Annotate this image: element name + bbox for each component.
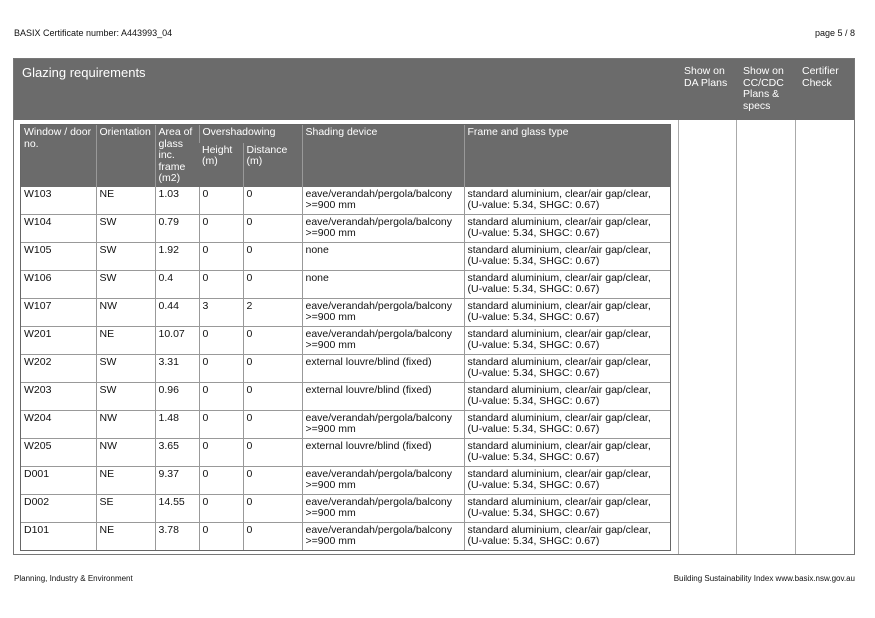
height-cell: 3 [199,298,243,326]
shading-cell: eave/verandah/pergola/balcony >=900 mm [302,466,464,494]
footer-website: Building Sustainability Index www.basix.nsw.gov.au [673,574,855,583]
table-row [21,270,670,298]
window-id-cell: W103 [24,187,52,200]
orientation-cell: NW [96,298,155,326]
area-cell: 9.37 [155,466,199,494]
table-row [21,214,670,242]
height-cell: 0 [199,522,243,550]
glazing-table-container [20,124,671,551]
distance-cell: 0 [243,410,302,438]
area-cell: 3.78 [155,522,199,550]
column-divider [736,59,737,554]
section-title: Glazing requirements [22,65,146,80]
frame-glass-cell: standard aluminium, clear/air gap/clear, (U-value: 5.34, SHGC: 0.67) [464,242,670,270]
area-header: Area of glass inc. frame (m2) [155,125,199,187]
area-cell: 1.48 [155,410,199,438]
orientation-cell: SW [96,382,155,410]
height-cell: 0 [199,242,243,270]
table-row [21,522,670,550]
distance-cell: 0 [243,270,302,298]
orientation-cell: NW [96,410,155,438]
glazing-section [13,58,855,555]
area-cell: 0.79 [155,214,199,242]
window-id-cell: W205 [21,438,96,466]
glazing-table [21,125,670,550]
table-row [21,326,670,354]
table-row [21,242,670,270]
shading-cell: eave/verandah/pergola/balcony >=900 mm [302,410,464,438]
window-id-cell: D001 [21,466,96,494]
distance-cell: 0 [243,354,302,382]
height-cell: 0 [199,438,243,466]
window-door-header: Window / door no. [21,125,96,187]
height-header: Height (m) [199,143,243,187]
window-id-cell: W203 [21,382,96,410]
shading-cell: eave/verandah/pergola/balcony >=900 mm [302,298,464,326]
orientation-cell: SW [96,242,155,270]
distance-cell: 0 [243,242,302,270]
footer-department: Planning, Industry & Environment [14,574,133,583]
shading-cell: external louvre/blind (fixed) [302,354,464,382]
distance-header: Distance (m) [243,143,302,187]
frame-glass-cell: standard aluminium, clear/air gap/clear, (U-value: 5.34, SHGC: 0.67) [464,326,670,354]
table-row [21,494,670,522]
height-cell: 0 [199,270,243,298]
area-cell: 10.07 [155,326,199,354]
height-cell: 0 [199,187,243,215]
orientation-cell: NE [96,326,155,354]
overshadowing-header: Overshadowing [199,125,302,143]
distance-cell: 0 [243,382,302,410]
height-cell: 0 [199,410,243,438]
certifier-check-header: Certifier Check [802,65,839,89]
distance-cell: 0 [243,438,302,466]
height-cell: 0 [199,214,243,242]
frame-glass-cell: standard aluminium, clear/air gap/clear, (U-value: 5.34, SHGC: 0.67) [464,270,670,298]
frame-glass-cell: standard aluminium, clear/air gap/clear, (U-value: 5.34, SHGC: 0.67) [464,298,670,326]
distance-cell: 0 [243,187,302,215]
distance-cell: 0 [243,522,302,550]
window-id-cell: W201 [21,326,96,354]
column-divider [678,59,679,554]
shading-device-header: Shading device [302,125,464,187]
shading-cell: eave/verandah/pergola/balcony >=900 mm [302,522,464,550]
orientation-cell: SW [96,354,155,382]
height-cell: 0 [199,466,243,494]
page-number: page 5 / 8 [814,28,855,38]
table-row [21,354,670,382]
frame-glass-header: Frame and glass type [464,125,670,187]
shading-cell: eave/verandah/pergola/balcony >=900 mm [302,326,464,354]
orientation-cell: NE [96,522,155,550]
orientation-cell: NE [96,466,155,494]
orientation-header: Orientation [96,125,155,187]
orientation-cell: SW [96,214,155,242]
frame-glass-cell: standard aluminium, clear/air gap/clear, (U-value: 5.34, SHGC: 0.67) [464,382,670,410]
shading-cell: none [302,242,464,270]
frame-glass-cell: standard aluminium, clear/air gap/clear, (U-value: 5.34, SHGC: 0.67) [464,494,670,522]
frame-glass-cell: standard aluminium, clear/air gap/clear, (U-value: 5.34, SHGC: 0.67) [464,466,670,494]
area-cell: 0.96 [155,382,199,410]
area-cell: 0.4 [155,270,199,298]
frame-glass-cell: standard aluminium, clear/air gap/clear, (U-value: 5.34, SHGC: 0.67) [464,522,670,550]
window-id-cell: W204 [21,410,96,438]
certificate-number: BASIX Certificate number: A443993_04 [14,28,173,38]
frame-glass-cell: standard aluminium, clear/air gap/clear, (U-value: 5.34, SHGC: 0.67) [464,214,670,242]
section-header [14,59,854,120]
shading-cell: external louvre/blind (fixed) [302,438,464,466]
distance-cell: 0 [243,214,302,242]
area-cell: 1.92 [155,242,199,270]
table-row [21,410,670,438]
window-id-cell: W105 [21,242,96,270]
area-cell: 0.44 [155,298,199,326]
distance-cell: 2 [243,298,302,326]
window-id-cell: W106 [21,270,96,298]
frame-glass-cell: standard aluminium, clear/air gap/clear, (U-value: 5.34, SHGC: 0.67) [464,438,670,466]
shading-cell: eave/verandah/pergola/balcony >=900 mm [302,187,464,215]
window-id-cell: D101 [21,522,96,550]
table-row [21,187,670,215]
orientation-cell: SE [96,494,155,522]
show-on-da-plans-header: Show on DA Plans [684,65,728,89]
shading-cell: none [302,270,464,298]
distance-cell: 0 [243,494,302,522]
window-id-cell: W202 [21,354,96,382]
orientation-cell: SW [96,270,155,298]
area-cell: 3.65 [155,438,199,466]
distance-cell: 0 [243,326,302,354]
window-id-cell: W104 [21,214,96,242]
shading-cell: eave/verandah/pergola/balcony >=900 mm [302,494,464,522]
table-row [21,382,670,410]
show-on-cc-cdc-header: Show on CC/CDC Plans & specs [743,65,784,112]
height-cell: 0 [199,382,243,410]
column-divider [795,59,796,554]
frame-glass-cell: standard aluminium, clear/air gap/clear, (U-value: 5.34, SHGC: 0.67) [464,354,670,382]
area-cell: 1.03 [155,187,199,215]
frame-glass-cell: standard aluminium, clear/air gap/clear, (U-value: 5.34, SHGC: 0.67) [464,410,670,438]
area-cell: 3.31 [155,354,199,382]
orientation-cell: NE [96,187,155,215]
area-cell: 14.55 [155,494,199,522]
orientation-cell: NW [96,438,155,466]
shading-cell: external louvre/blind (fixed) [302,382,464,410]
shading-cell: eave/verandah/pergola/balcony >=900 mm [302,214,464,242]
table-row [21,438,670,466]
distance-cell: 0 [243,466,302,494]
table-row [21,298,670,326]
window-id-cell: D002 [21,494,96,522]
height-cell: 0 [199,326,243,354]
frame-glass-cell: standard aluminium, clear/air gap/clear, (U-value: 5.34, SHGC: 0.67) [464,187,670,215]
height-cell: 0 [199,354,243,382]
window-id-cell: W107 [21,298,96,326]
table-row [21,466,670,494]
height-cell: 0 [199,494,243,522]
